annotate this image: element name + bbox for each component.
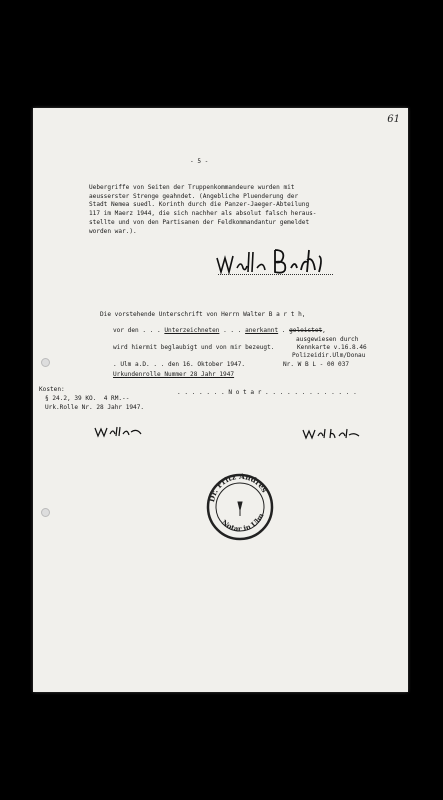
cert-struck-text: geleistet [289,327,323,334]
cert-text: vor den . . . [113,327,165,334]
signature-left [93,424,145,438]
handwritten-signature [215,246,355,276]
archive-page-number: 61 [387,114,400,125]
costs-line-1: § 24.2, 39 KO. 4 RM.-- [45,395,130,402]
cert-filled-text: Unterzeichneten [164,327,220,334]
cert-text: . [278,327,290,334]
cert-id-extra: ausgewiesen durch [296,336,359,343]
document-page [33,108,408,692]
notar-line: . . . . . . . N o t a r . . . . . . . . . . . . . [177,389,357,396]
paragraph-line: 117 im Maerz 1944, die sich nachher als absolut falsch heraus- [89,210,317,218]
cert-text: . . . [219,327,246,334]
signature-right [301,426,363,440]
costs-label: Kosten: [39,386,65,393]
costs-line-2: Urk.Rolle Nr. 28 Jahr 1947. [45,404,145,411]
cert-text: , [322,327,326,334]
cert-line-2 [113,327,326,336]
cert-line-4: . Ulm a.D. . . den 16. Oktober 1947. [113,361,246,368]
paragraph-line: Uebergriffe von Seiten der Truppenkommandeure wurden mit [89,184,295,191]
page-number: - 5 - [190,158,209,165]
paragraph-line: Stadt Nemea suedl. Korinth durch die Panzer-Jaeger-Abteilung [89,201,310,209]
cert-id-number: Nr. W B L - 00 037 [283,361,350,368]
punch-hole [41,358,50,367]
paragraph-line: aeusserster Strenge geahndet. (Angebliche Pluenderung der [89,192,299,200]
svg-text:Dr. Fritz Andres: Dr. Fritz Andres [207,472,270,503]
paragraph-line: worden war.). [89,227,137,235]
cert-roll-number: Urkundenrolle Nummer 28 Jahr 1947 [113,371,235,378]
cert-filled-text: anerkannt [245,327,279,334]
svg-text:Notar in Ulm: Notar in Ulm [219,511,266,534]
notary-seal [205,472,275,542]
punch-hole [41,508,50,517]
cert-line-1: Die vorstehende Unterschrift von Herrn Walter B a r t h, [100,311,306,318]
paragraph-line: stellte und von den Partisanen der Feldkommandantur gemeldet [89,218,310,226]
signature-line [218,274,333,275]
cert-police: Polizeidir.Ulm/Donau [292,352,366,359]
cert-id-card: Kennkarte v.16.8.46 [297,344,367,351]
cert-line-3: wird hiermit beglaubigt und von mir bezeugt. [113,344,275,351]
